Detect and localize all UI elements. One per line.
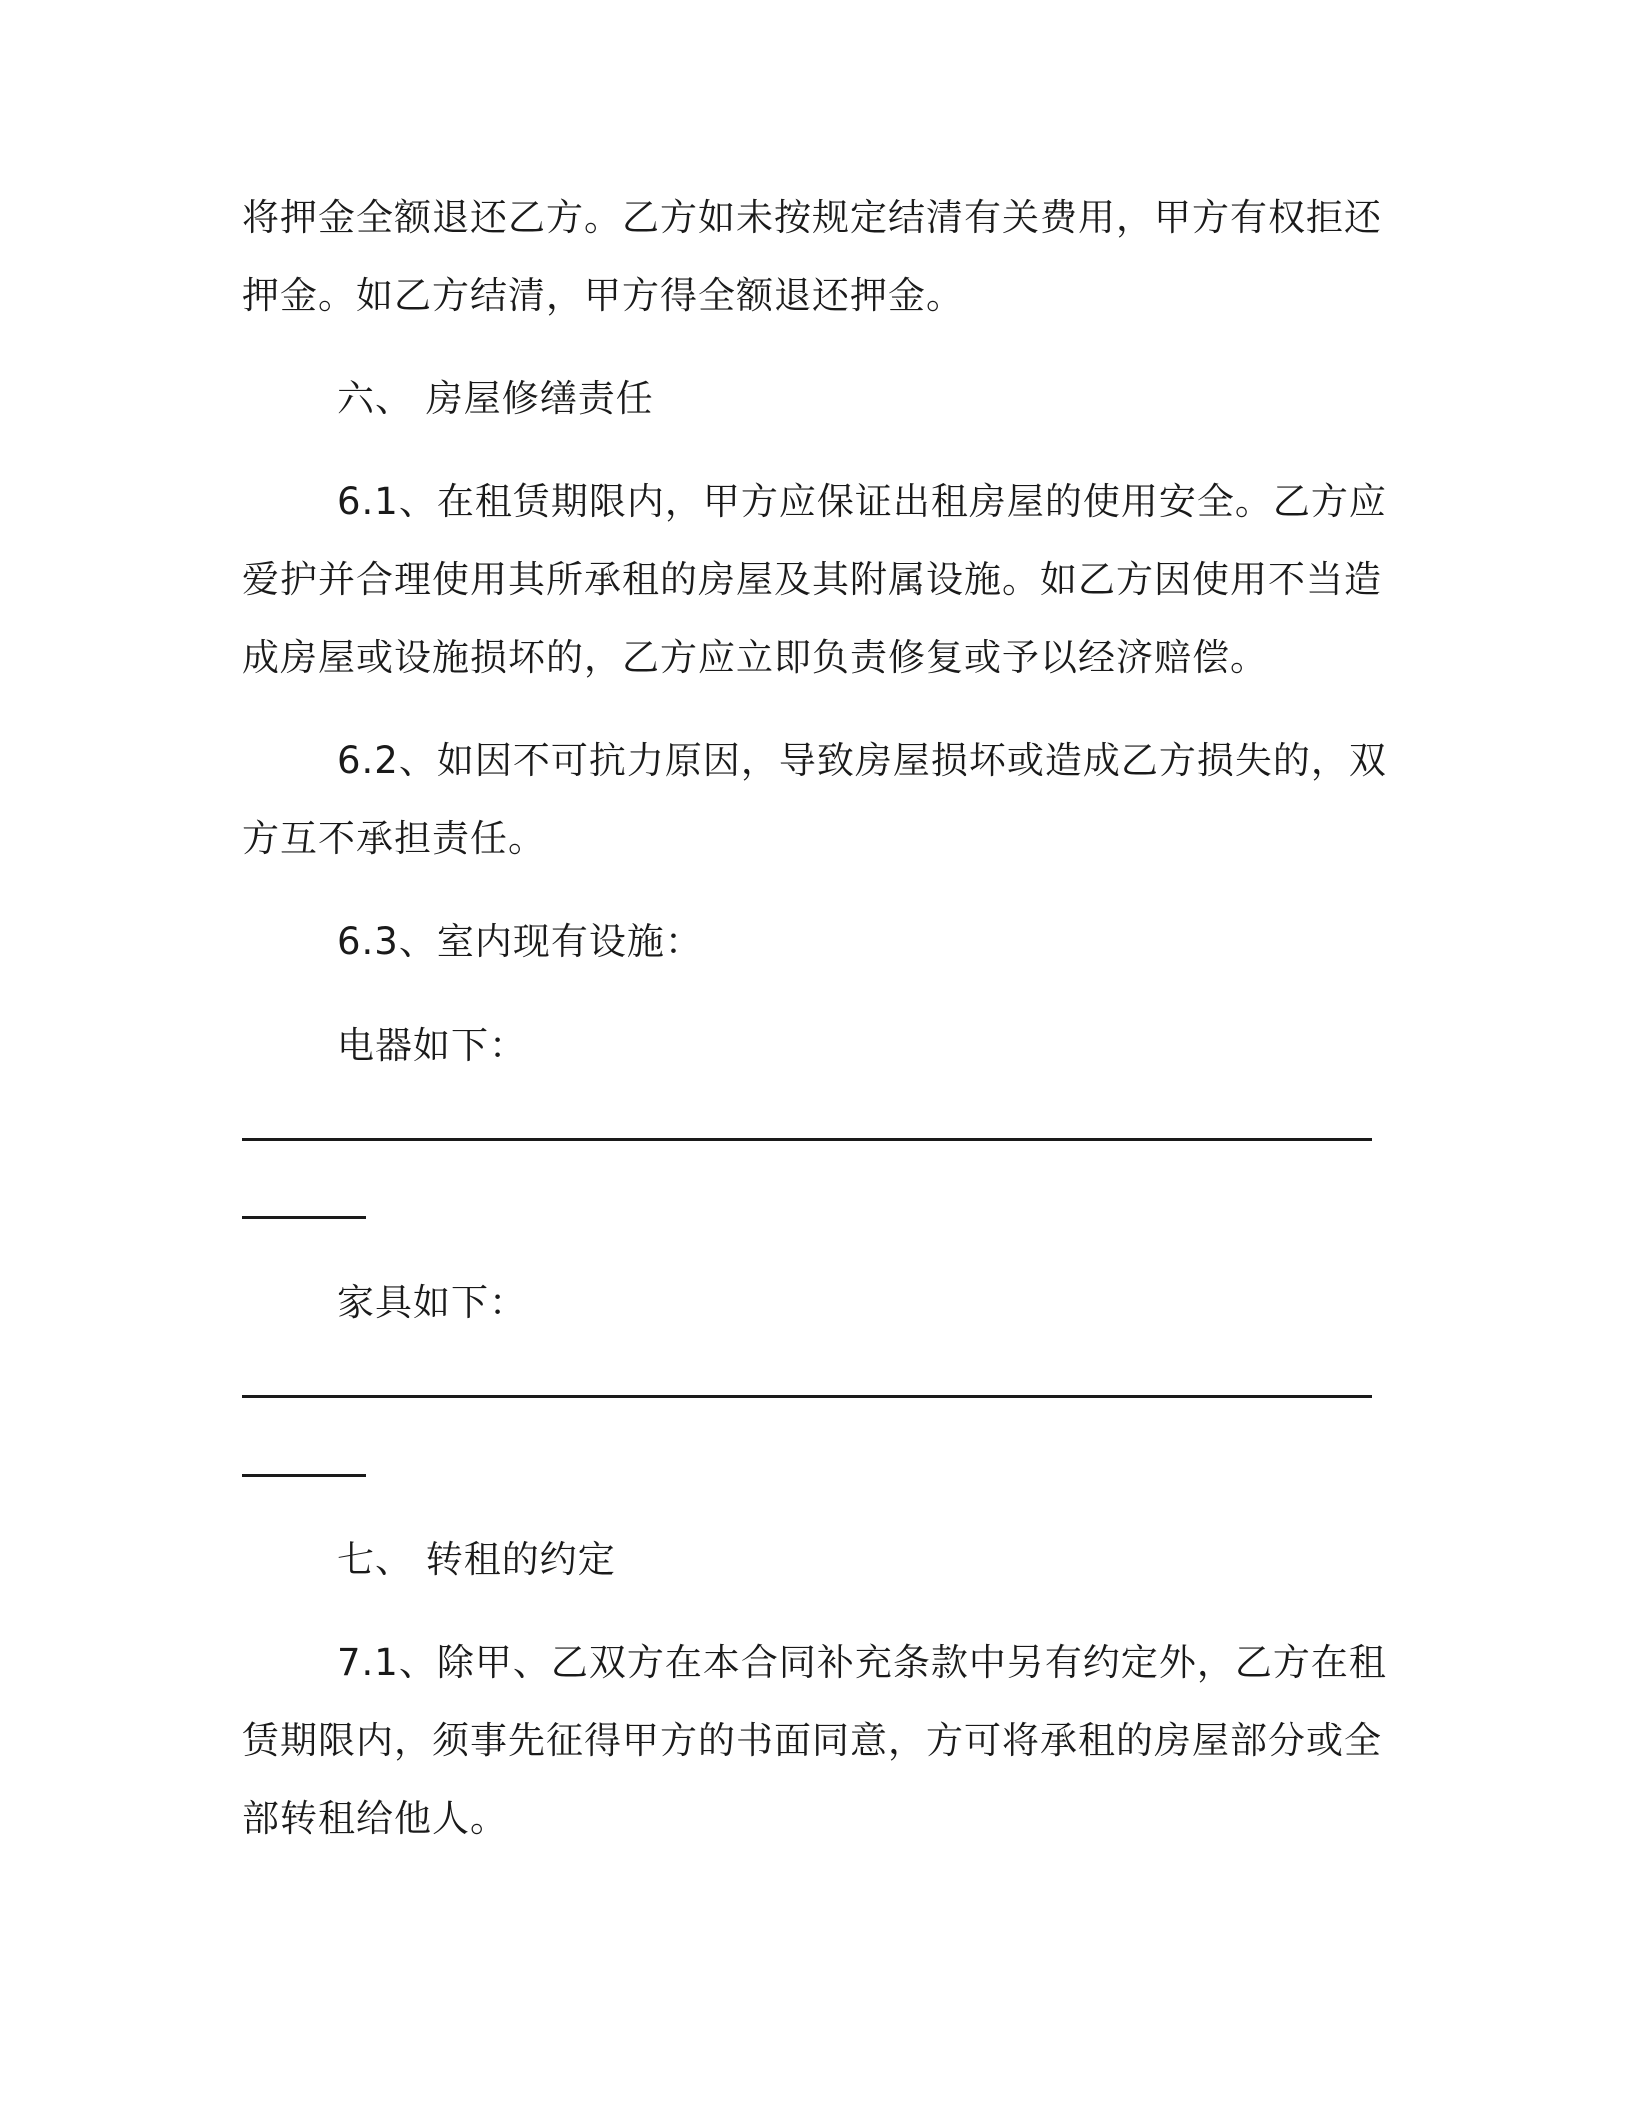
- list-label: 电器如下：: [337, 1024, 527, 1067]
- fill-in-blank: [242, 1395, 1372, 1398]
- paragraph-line: 押金。如乙方结清，甲方得全额退还押金。: [242, 274, 964, 317]
- clause-line: 方互不承担责任。: [242, 817, 546, 860]
- fill-in-blank: [242, 1216, 366, 1219]
- clause-line: 爱护并合理使用其所承租的房屋及其附属设施。如乙方因使用不当造: [242, 558, 1382, 601]
- section-heading: 七、 转租的约定: [337, 1538, 616, 1581]
- fill-in-blank: [242, 1474, 366, 1477]
- clause-line: 赁期限内，须事先征得甲方的书面同意，方可将承租的房屋部分或全: [242, 1719, 1382, 1762]
- clause-line: 6.2、如因不可抗力原因，导致房屋损坏或造成乙方损失的，双: [337, 739, 1387, 782]
- paragraph-line: 将押金全额退还乙方。乙方如未按规定结清有关费用，甲方有权拒还: [242, 196, 1382, 239]
- list-label: 家具如下：: [337, 1281, 527, 1324]
- fill-in-blank: [242, 1138, 1372, 1141]
- clause-line: 部转租给他人。: [242, 1797, 508, 1840]
- clause-line: 6.1、在租赁期限内，甲方应保证出租房屋的使用安全。乙方应: [337, 480, 1387, 523]
- section-heading: 六、 房屋修缮责任: [337, 377, 654, 420]
- clause-line: 6.3、室内现有设施：: [337, 920, 703, 963]
- clause-line: 7.1、除甲、乙双方在本合同补充条款中另有约定外，乙方在租: [337, 1641, 1387, 1684]
- clause-line: 成房屋或设施损坏的，乙方应立即负责修复或予以经济赔偿。: [242, 636, 1268, 679]
